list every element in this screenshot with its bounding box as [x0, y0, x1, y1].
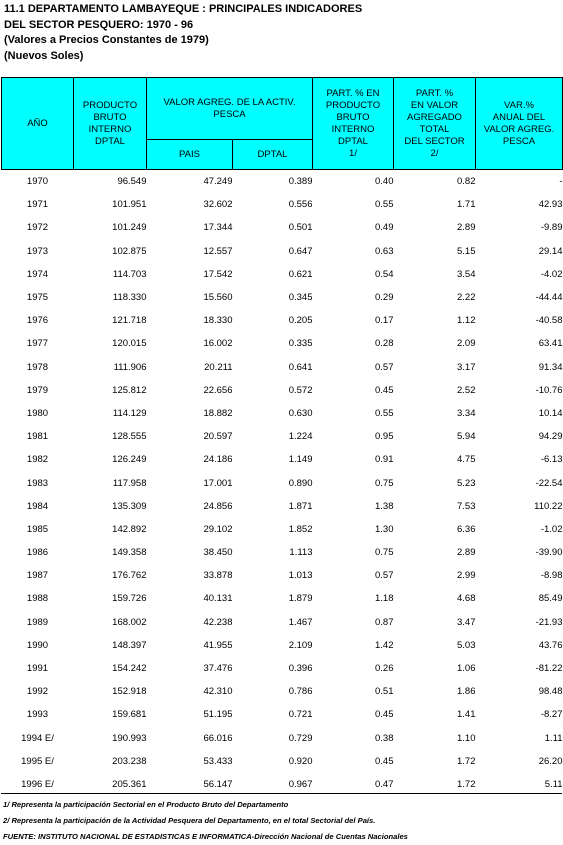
header-anio: AÑO: [2, 78, 74, 170]
cell-variacion: -1.02: [540, 523, 563, 535]
cell-variacion: -8.27: [540, 709, 563, 721]
cell-part-pbi: 0.49: [375, 222, 394, 234]
cell-variacion: -10.76: [535, 384, 563, 396]
cell-part-va: 2.52: [457, 384, 476, 396]
cell-variacion: 43.76: [538, 639, 563, 651]
table-row: [2, 309, 563, 332]
table-row: [2, 263, 563, 286]
table-row: [2, 541, 563, 564]
cell-va-pais: 33.878: [203, 570, 233, 582]
cell-va-dptal: 1.852: [288, 523, 313, 535]
cell-va-dptal: 1.113: [289, 547, 313, 559]
cell-va-pais: 42.238: [203, 616, 233, 628]
cell-part-pbi: 1.30: [375, 523, 394, 535]
cell-pbi: 120.015: [112, 338, 147, 350]
cell-part-va: 1.72: [457, 778, 476, 790]
cell-pbi: 148.397: [112, 639, 147, 651]
cell-anio: 1986: [26, 547, 49, 559]
cell-va-dptal: 1.013: [288, 570, 313, 582]
cell-part-pbi: 0.75: [375, 547, 394, 559]
cell-pbi: 114.703: [112, 268, 147, 280]
cell-anio: 1984: [26, 500, 49, 512]
table-row: [2, 680, 563, 703]
cell-variacion: 85.49: [538, 593, 563, 605]
cell-va-dptal: 1.871: [288, 500, 313, 512]
cell-va-dptal: 0.920: [288, 755, 313, 767]
cell-va-dptal: 0.335: [288, 338, 313, 350]
cell-va-pais: 56.147: [203, 778, 233, 790]
cell-va-dptal: 0.556: [288, 199, 313, 211]
units-note: (Valores a Precios Constantes de 1979): [4, 34, 209, 46]
cell-pbi: 101.249: [112, 222, 147, 234]
cell-anio: 1976: [26, 315, 49, 327]
cell-anio: 1993: [26, 709, 49, 721]
cell-part-va: 5.94: [457, 431, 476, 443]
table-row: [2, 240, 563, 263]
cell-variacion: -44.44: [535, 292, 563, 304]
cell-va-pais: 29.102: [203, 523, 233, 535]
cell-pbi: 203.238: [112, 755, 147, 767]
table-row: [2, 332, 563, 355]
cell-part-pbi: 0.45: [375, 755, 394, 767]
cell-va-dptal: 0.786: [288, 686, 313, 698]
cell-part-pbi: 0.45: [375, 384, 394, 396]
cell-part-va: 1.06: [457, 663, 476, 675]
cell-va-pais: 47.249: [203, 176, 233, 188]
cell-anio: 1985: [26, 523, 49, 535]
cell-part-pbi: 0.51: [375, 686, 394, 698]
table-row: [2, 379, 563, 402]
cell-anio: 1992: [26, 686, 49, 698]
cell-part-va: 2.89: [457, 222, 476, 234]
cell-va-pais: 24.186: [203, 454, 233, 466]
cell-anio: 1989: [26, 616, 49, 628]
cell-part-va: 0.82: [457, 176, 476, 188]
cell-variacion: -6.13: [540, 454, 563, 466]
cell-va-pais: 20.211: [204, 361, 233, 373]
cell-variacion: 63.41: [538, 338, 563, 350]
cell-part-pbi: 0.95: [375, 431, 394, 443]
cell-part-pbi: 0.57: [375, 361, 394, 373]
table-row: [2, 518, 563, 541]
cell-pbi: 96.549: [117, 176, 147, 188]
cell-va-dptal: 0.501: [288, 222, 313, 234]
cell-pbi: 111.906: [113, 361, 147, 373]
cell-va-pais: 17.001: [203, 477, 233, 489]
cell-anio: 1990: [26, 639, 49, 651]
cell-va-pais: 24.856: [203, 500, 233, 512]
cell-anio: 1970: [26, 176, 49, 188]
cell-anio: 1987: [26, 570, 49, 582]
cell-va-dptal: 0.967: [288, 778, 313, 790]
table-row: [2, 495, 563, 518]
cell-part-pbi: 0.63: [375, 245, 394, 257]
cell-anio: 1971: [26, 199, 49, 211]
cell-pbi: 126.249: [112, 454, 147, 466]
table-row: [2, 564, 563, 587]
cell-part-pbi: 0.91: [375, 454, 394, 466]
table-row: [2, 471, 563, 494]
table-row: [2, 611, 563, 634]
cell-va-dptal: 0.345: [288, 292, 313, 304]
cell-anio: 1978: [26, 361, 49, 373]
cell-anio: 1977: [26, 338, 49, 350]
cell-va-dptal: 0.621: [288, 268, 313, 280]
header-part-pbi: PART. % EN PRODUCTO BRUTO INTERNO DPTAL 1/: [313, 78, 394, 170]
cell-variacion: -40.58: [535, 315, 563, 327]
table-row: [2, 216, 563, 239]
cell-anio: 1983: [26, 477, 49, 489]
footnotes: [3, 797, 408, 845]
table-title-block: [4, 2, 362, 64]
cell-variacion: 91.34: [538, 361, 563, 373]
cell-part-pbi: 0.17: [375, 315, 394, 327]
table-row: [2, 193, 563, 216]
table-row: [2, 657, 563, 680]
cell-part-va: 2.22: [457, 292, 476, 304]
cell-variacion: -: [559, 176, 563, 188]
cell-variacion: -8.98: [540, 570, 563, 582]
table-subtitle: DEL SECTOR PESQUERO: 1970 - 96: [4, 18, 194, 31]
cell-part-pbi: 0.75: [375, 477, 394, 489]
cell-va-pais: 40.131: [203, 593, 233, 605]
cell-variacion: -9.89: [540, 222, 563, 234]
cell-pbi: 190.993: [112, 732, 147, 744]
cell-anio: 1972: [26, 222, 49, 234]
cell-part-pbi: 0.38: [375, 732, 394, 744]
cell-part-pbi: 0.55: [375, 407, 394, 419]
cell-va-pais: 15.560: [203, 292, 233, 304]
table-row: [2, 425, 563, 448]
cell-va-dptal: 0.890: [288, 477, 313, 489]
table-row: [2, 587, 563, 610]
table-row: [2, 703, 563, 726]
table-row: [2, 634, 563, 657]
cell-pbi: 159.726: [112, 593, 147, 605]
cell-pbi: 117.958: [112, 477, 147, 489]
cell-anio: 1996 E/: [21, 778, 54, 790]
cell-va-dptal: 2.109: [288, 639, 313, 651]
cell-part-pbi: 0.54: [375, 268, 394, 280]
cell-part-va: 3.34: [457, 407, 476, 419]
cell-va-pais: 42.310: [203, 686, 233, 698]
footnote-1: 1/ Representa la participación Sectorial en el Producto Bruto del Departamento: [3, 800, 289, 809]
cell-variacion: 5.11: [544, 778, 563, 790]
header-variacion: VAR.% ANUAL DEL VALOR AGREG. PESCA: [476, 78, 563, 170]
cell-variacion: 1.11: [544, 732, 563, 744]
cell-pbi: 125.812: [112, 384, 147, 396]
table-body: [2, 170, 563, 797]
cell-anio: 1973: [26, 245, 49, 257]
cell-anio: 1988: [26, 593, 49, 605]
table-row: [2, 170, 563, 194]
header-pbi: PRODUCTO BRUTO INTERNO DPTAL: [74, 78, 147, 170]
cell-anio: 1979: [26, 384, 49, 396]
cell-va-pais: 18.882: [203, 407, 233, 419]
table-header: [2, 78, 563, 170]
cell-variacion: -81.22: [535, 663, 563, 675]
table-row: [2, 448, 563, 471]
cell-variacion: -4.02: [540, 268, 563, 280]
cell-va-pais: 16.002: [203, 338, 233, 350]
cell-va-dptal: 1.879: [288, 593, 313, 605]
table-row: [2, 286, 563, 309]
cell-pbi: 168.002: [112, 616, 147, 628]
cell-anio: 1981: [26, 431, 49, 443]
cell-pbi: 101.951: [112, 199, 147, 211]
cell-part-pbi: 1.18: [375, 593, 394, 605]
header-dptal: DPTAL: [233, 140, 313, 170]
cell-anio: 1980: [26, 407, 49, 419]
cell-part-pbi: 0.87: [375, 616, 394, 628]
cell-anio: 1991: [26, 663, 49, 675]
cell-part-va: 3.17: [457, 361, 476, 373]
cell-part-va: 4.68: [457, 593, 476, 605]
cell-va-dptal: 0.572: [288, 384, 313, 396]
cell-part-va: 1.10: [457, 732, 476, 744]
cell-variacion: 10.14: [538, 407, 563, 419]
cell-va-pais: 51.195: [203, 709, 233, 721]
cell-part-va: 5.23: [457, 477, 476, 489]
source-note: FUENTE: INSTITUTO NACIONAL DE ESTADISTICAS E INFORMATICA-Dirección Nacional de Cuentas Nacionales: [3, 832, 408, 841]
footnote-2: 2/ Representa la participación de la Actividad Pesquera del Departamento, en el total Sectorial del País.: [3, 816, 376, 825]
cell-va-pais: 41.955: [203, 639, 233, 651]
cell-pbi: 152.918: [112, 686, 147, 698]
cell-pbi: 128.555: [112, 431, 147, 443]
cell-part-va: 1.12: [457, 315, 476, 327]
cell-part-va: 2.09: [457, 338, 476, 350]
header-part-valor-agregado: PART. % EN VALOR AGREGADO TOTAL DEL SECTOR 2/: [394, 78, 476, 170]
cell-part-va: 7.53: [457, 500, 476, 512]
cell-part-va: 1.72: [457, 755, 476, 767]
cell-pbi: 205.361: [112, 778, 147, 790]
cell-pbi: 142.892: [112, 523, 147, 535]
cell-va-dptal: 0.630: [288, 407, 313, 419]
cell-variacion: -39.90: [535, 547, 563, 559]
cell-part-pbi: 0.26: [375, 663, 394, 675]
cell-va-dptal: 0.389: [288, 176, 313, 188]
cell-part-va: 5.03: [457, 639, 476, 651]
cell-part-va: 1.86: [457, 686, 476, 698]
cell-va-pais: 17.542: [203, 268, 233, 280]
table-title: 11.1 DEPARTAMENTO LAMBAYEQUE : PRINCIPALES INDICADORES: [4, 3, 363, 15]
cell-part-pbi: 0.55: [375, 199, 394, 211]
cell-variacion: 42.93: [538, 199, 563, 211]
cell-part-va: 1.71: [457, 199, 476, 211]
cell-anio: 1994 E/: [21, 732, 54, 744]
cell-va-dptal: 0.729: [288, 732, 313, 744]
cell-va-pais: 12.557: [203, 245, 233, 257]
cell-va-pais: 17.344: [203, 222, 233, 234]
currency-note: (Nuevos Soles): [4, 49, 84, 62]
cell-pbi: 154.242: [112, 663, 147, 675]
cell-part-pbi: 1.42: [375, 639, 394, 651]
cell-anio: 1974: [26, 268, 49, 280]
cell-pbi: 121.718: [112, 315, 147, 327]
cell-part-va: 6.36: [457, 523, 476, 535]
cell-variacion: 98.48: [538, 686, 563, 698]
cell-anio: 1995 E/: [21, 755, 54, 767]
cell-pbi: 114.129: [112, 407, 147, 419]
table-row: [2, 750, 563, 773]
table-row: [2, 356, 563, 379]
cell-variacion: -21.93: [535, 616, 563, 628]
cell-part-pbi: 0.57: [375, 570, 394, 582]
cell-anio: 1982: [26, 454, 49, 466]
cell-part-pbi: 0.40: [375, 176, 394, 188]
cell-va-dptal: 1.224: [288, 431, 313, 443]
cell-variacion: 110.22: [534, 500, 563, 512]
cell-va-pais: 53.433: [203, 755, 233, 767]
cell-va-pais: 37.476: [203, 663, 233, 675]
cell-pbi: 176.762: [112, 570, 147, 582]
cell-pbi: 102.875: [112, 245, 147, 257]
cell-variacion: 29.14: [538, 245, 563, 257]
cell-part-va: 2.89: [457, 547, 476, 559]
cell-variacion: 94.29: [538, 431, 563, 443]
cell-part-pbi: 1.38: [375, 500, 394, 512]
cell-part-va: 5.15: [457, 245, 476, 257]
cell-va-dptal: 1.467: [288, 616, 313, 628]
cell-va-pais: 18.330: [203, 315, 233, 327]
cell-va-pais: 32.602: [203, 199, 233, 211]
cell-part-va: 1.41: [457, 709, 476, 721]
header-pais: PAIS: [147, 140, 233, 170]
cell-va-dptal: 0.396: [288, 663, 313, 675]
cell-va-dptal: 0.721: [288, 709, 313, 721]
cell-va-dptal: 0.647: [288, 245, 313, 257]
cell-pbi: 159.681: [112, 709, 147, 721]
cell-va-pais: 66.016: [203, 732, 233, 744]
footnote-divider: [1, 793, 562, 794]
cell-part-pbi: 0.45: [375, 709, 394, 721]
indicators-table: [1, 77, 563, 796]
cell-part-va: 3.54: [457, 268, 476, 280]
cell-part-pbi: 0.29: [375, 292, 394, 304]
cell-va-dptal: 1.149: [288, 454, 313, 466]
cell-part-va: 4.75: [457, 454, 476, 466]
cell-va-pais: 22.656: [203, 384, 233, 396]
cell-va-dptal: 0.641: [288, 361, 313, 373]
table-row: [2, 727, 563, 750]
cell-part-pbi: 0.28: [375, 338, 394, 350]
cell-va-pais: 20.597: [203, 431, 233, 443]
cell-part-va: 2.99: [457, 570, 476, 582]
cell-pbi: 149.358: [112, 547, 147, 559]
cell-va-dptal: 0.205: [288, 315, 313, 327]
cell-pbi: 118.330: [112, 292, 147, 304]
cell-anio: 1975: [26, 292, 49, 304]
cell-va-pais: 38.450: [203, 547, 233, 559]
cell-pbi: 135.309: [112, 500, 147, 512]
cell-variacion: 26.20: [538, 755, 563, 767]
cell-part-va: 3.47: [457, 616, 476, 628]
header-valor-agregado: VALOR AGREG. DE LA ACTIV. PESCA: [147, 78, 313, 140]
cell-part-pbi: 0.47: [375, 778, 394, 790]
cell-variacion: -22.54: [535, 477, 563, 489]
table-row: [2, 402, 563, 425]
